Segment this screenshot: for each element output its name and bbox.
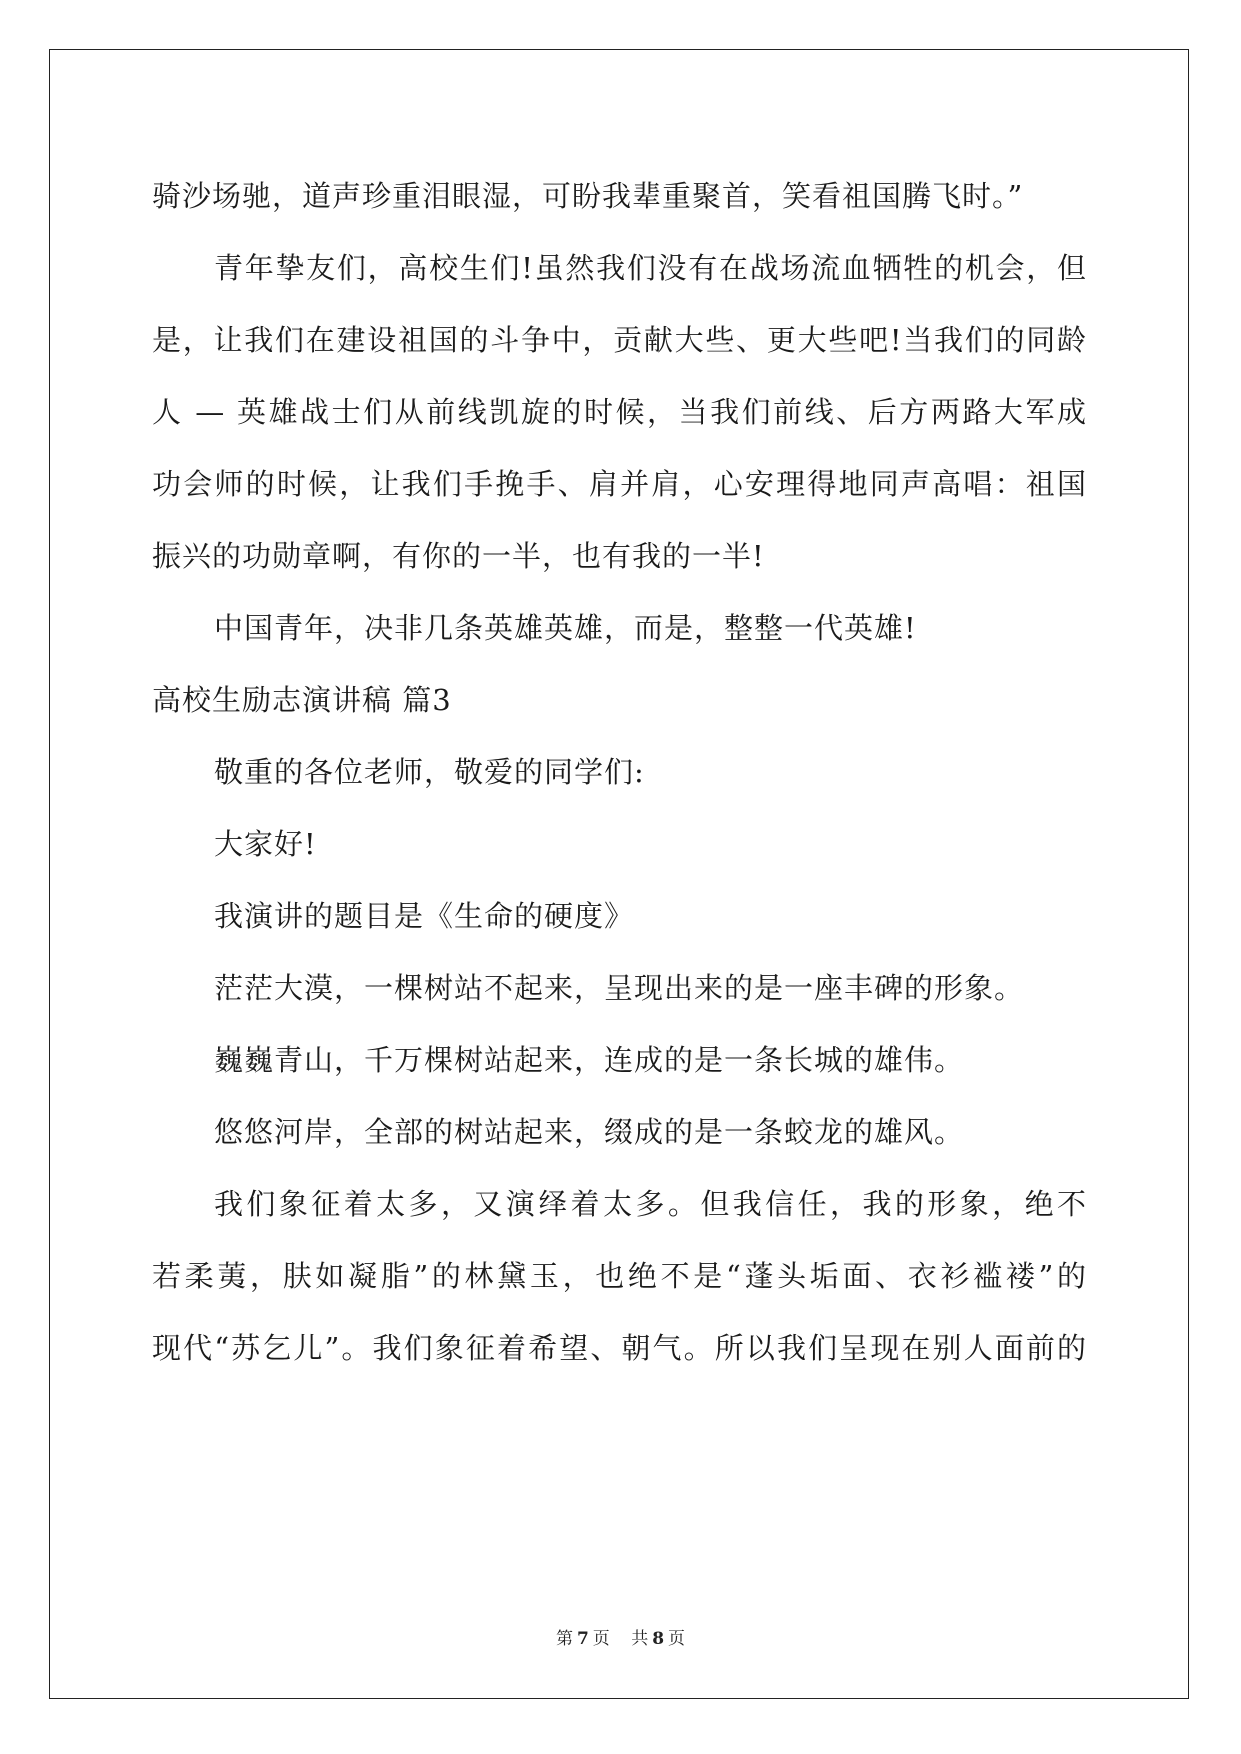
text-line: 功会师的时候，让我们手挽手、肩并肩，心安理得地同声高唱：祖国: [152, 467, 1087, 501]
text-line: 若柔荑，肤如凝脂”的林黛玉，也绝不是“蓬头垢面、衣衫褴褛”的: [152, 1259, 1087, 1293]
page-suffix: 页: [592, 1629, 610, 1649]
text-line: 现代“苏乞儿”。我们象征着希望、朝气。所以我们呈现在别人面前的: [152, 1331, 1087, 1365]
text-line: 我演讲的题目是《生命的硬度》: [214, 899, 635, 933]
text-line: 中国青年，决非几条英雄英雄，而是，整整一代英雄!: [214, 611, 917, 645]
text-line: 巍巍青山，千万棵树站起来，连成的是一条长城的雄伟。: [214, 1043, 965, 1077]
text-line: 敬重的各位老师，敬爱的同学们:: [214, 755, 645, 789]
text-line: 人 — 英雄战士们从前线凯旋的时候，当我们前线、后方两路大军成: [152, 395, 1087, 429]
text-line: 大家好!: [214, 827, 317, 861]
text-line: 骑沙场驰，道声珍重泪眼湿，可盼我辈重聚首，笑看祖国腾飞时。”: [152, 179, 1024, 213]
total-indicator: [627, 1629, 689, 1649]
page-prefix: 第: [555, 1629, 573, 1649]
text-line: 悠悠河岸，全部的树站起来，缀成的是一条蛟龙的雄风。: [214, 1115, 965, 1149]
total-prefix: 共: [631, 1629, 649, 1649]
text-line: 茫茫大漠，一棵树站不起来，呈现出来的是一座丰碑的形象。: [214, 971, 1025, 1005]
document-body: [152, 160, 1087, 1384]
text-line: 高校生励志演讲稿 篇3: [152, 683, 452, 717]
text-line: 青年挚友们，高校生们!虽然我们没有在战场流血牺牲的机会，但: [214, 251, 1087, 285]
page-number: 7: [576, 1629, 589, 1649]
page-footer: [0, 1624, 1241, 1649]
total-suffix: 页: [668, 1629, 686, 1649]
text-line: 振兴的功勋章啊，有你的一半，也有我的一半!: [152, 539, 765, 573]
total-pages: 8: [652, 1629, 665, 1649]
text-line: 我们象征着太多，又演绎着太多。但我信任，我的形象，绝不: [214, 1187, 1087, 1221]
page-indicator: [552, 1629, 614, 1649]
text-line: 是，让我们在建设祖国的斗争中，贡献大些、更大些吧!当我们的同龄: [152, 323, 1087, 357]
